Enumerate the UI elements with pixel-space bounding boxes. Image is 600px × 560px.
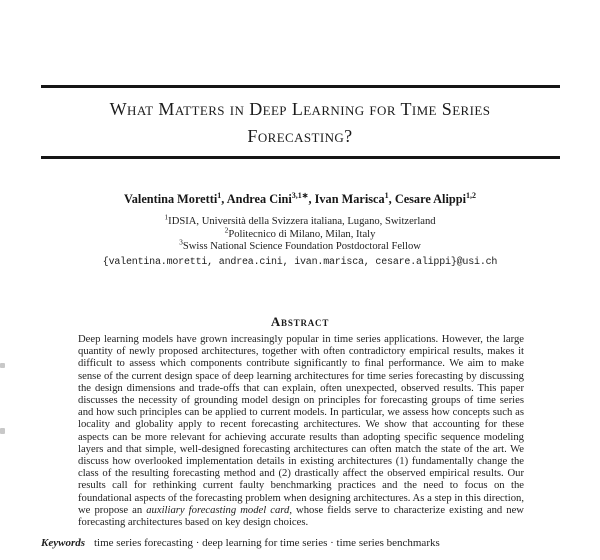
affiliation-marker: 1 — [164, 212, 169, 222]
abstract-heading: Abstract — [270, 314, 330, 329]
left-edge-artifact — [0, 363, 5, 368]
abstract-text — [78, 334, 524, 529]
abstract-text-part: , whose fields serve to characterize existing and new forecasting architectures based on key design choices. — [78, 504, 524, 529]
affiliation-marker: 2 — [224, 224, 229, 234]
author-separator: , — [221, 192, 227, 206]
abstract-text-part: Deep learning models have grown increasingly popular in time series applications. However, the large quantity of newly proposed architectures, together with often contradictory empirical results, makes it difficult to assess which components contribute significantly to final performance. We aim to make sense of the current design space of deep learning architectures for time series forecasting by discussing the design dimensions and trade-offs that can explain, often unexpected, observed results. This paper discusses the necessity of grounding model design on principles for forecasting groups of time series and how such principles can be applied to current models. In particular, we assess how concepts such as locality and globality apply to recent forecasting architectures. We show that accounting for these aspects can be more relevant for achieving accurate results than adopting specific sequence modeling layers and that simple, well-designed forecasting architectures can often match the state of the art. We discuss how overlooked implementation details in existing architectures (1) fundamentally change the class of the resulting forecasting method and (2) drastically affect the observed empirical results. Our results call for rethinking current faulty benchmarking practices and the need to focus on the foundational aspects of the forecasting problem when designing architectures. As a step in this direction, we propose an — [78, 334, 524, 516]
affiliation-line — [40, 212, 560, 229]
title-rule-bottom — [41, 156, 560, 159]
author-affiliation-marker: 1,2 — [465, 190, 476, 200]
affiliations-block — [40, 212, 560, 254]
title-line-2: Forecasting? — [247, 126, 353, 146]
author-affiliation-marker: 1 — [217, 190, 222, 200]
keywords-text: time series forecasting · deep learning for time series · time series benchmarks — [94, 537, 440, 549]
authors-line — [20, 192, 580, 207]
affiliation-line — [40, 224, 560, 242]
keywords-line — [41, 537, 571, 549]
author-name: Valentina Moretti$^1$, — [124, 190, 227, 206]
left-edge-artifact — [0, 428, 5, 434]
author-name: Andrea Cini$^{3,1∗}$, — [226, 190, 315, 206]
author-separator: , — [308, 192, 315, 206]
author-affiliation-marker: 3,1∗ — [291, 190, 309, 200]
affiliation-marker: 3 — [179, 237, 183, 247]
author-name: Cesare Alippi$^{1,2}$ — [394, 190, 476, 206]
abstract-italic-phrase: auxiliary forecasting model card — [146, 504, 290, 516]
keywords-label: Keywords — [41, 537, 85, 549]
affiliation-text: IDSIA, Università della Svizzera italiana, Lugano, Switzerland — [168, 216, 436, 227]
author-affiliation-marker: 1 — [384, 190, 389, 200]
affiliation-text: Politecnico di Milano, Milan, Italy — [228, 228, 376, 240]
authors-email-line: {valentina.moretti, andrea.cini, ivan.marisca, cesare.alippi}@usi.ch — [102, 257, 498, 268]
title-line-1: What Matters in Deep Learning for Time Series — [109, 99, 491, 119]
title-rule-top — [41, 85, 560, 88]
page-title — [40, 96, 560, 150]
author-name: Ivan Marisca$^1$, — [314, 190, 395, 206]
affiliation-line — [40, 237, 560, 254]
affiliation-text: Swiss National Science Foundation Postdoctoral Fellow — [182, 241, 421, 252]
author-separator: , — [388, 192, 395, 206]
